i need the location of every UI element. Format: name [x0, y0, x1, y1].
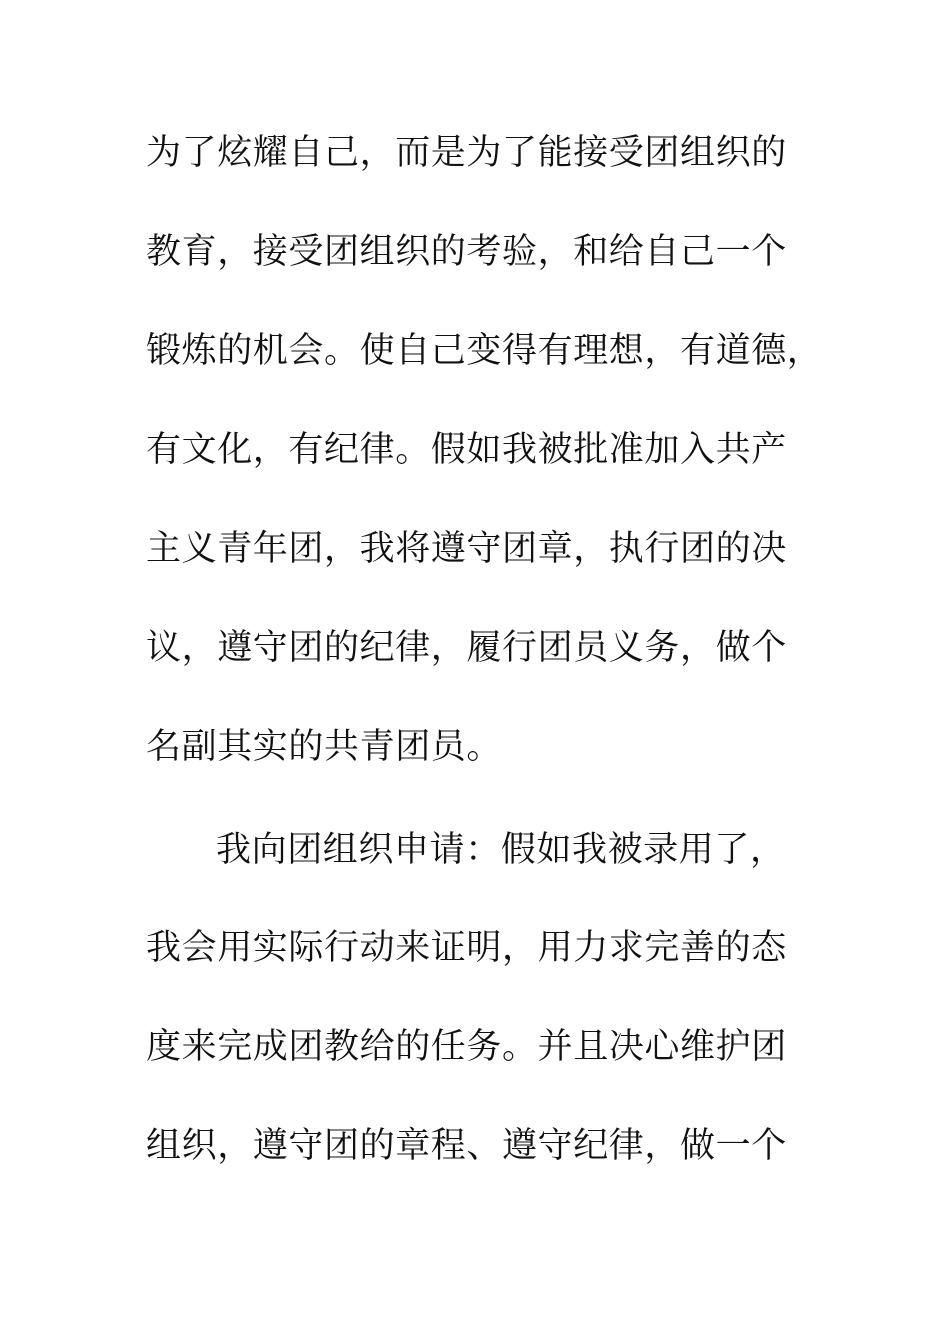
text-line-7: 名副其实的共青团员。 [146, 727, 503, 767]
text-line-8: 我向团组织申请：假如我被录用了， [216, 830, 786, 870]
text-line-10: 度来完成团教给的任务。并且决心维护团 [146, 1027, 787, 1067]
text-line-5: 主义青年团，我将遵守团章，执行团的决 [146, 529, 787, 569]
text-line-6: 议，遵守团的纪律，履行团员义务，做个 [146, 628, 787, 668]
text-line-3: 锻炼的机会。使自己变得有理想，有道德， [146, 331, 823, 371]
text-line-4: 有文化，有纪律。假如我被批准加入共产 [146, 430, 787, 470]
text-line-1: 为了炫耀自己，而是为了能接受团组织的 [146, 133, 787, 173]
text-line-9: 我会用实际行动来证明，用力求完善的态 [146, 928, 787, 968]
text-line-2: 教育，接受团组织的考验，和给自己一个 [146, 232, 787, 272]
text-line-11: 组织，遵守团的章程、遵守纪律，做一个 [146, 1126, 787, 1166]
